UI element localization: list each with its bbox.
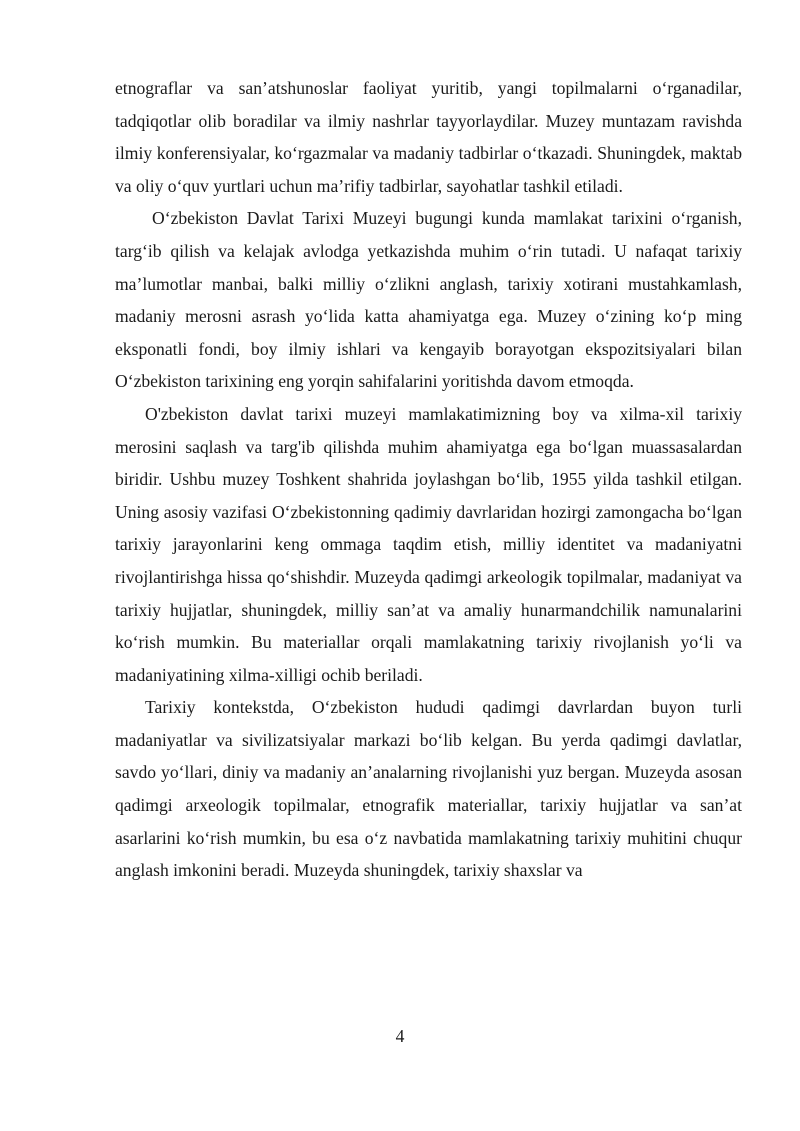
paragraph-museum-role: O‘zbekiston Davlat Tarixi Muzeyi bugungi kunda mamlakat tarixini o‘rganish, targ‘ib qilish va kelajak avlodga yetkazishda muhim o‘rin tutadi. U nafaqat tarixiy ma’lumotlar manbai, balki milliy o‘zlikni anglash, tarixiy xotirani mustahkamlash, madaniy merosni asrash yo‘lida katta ahamiyatga ega. Muzey o‘zining ko‘p ming eksponatli fondi, boy ilmiy ishlari va kengayib borayotgan ekspozitsiyalari bilan O‘zbekiston tarixining eng yorqin sahifalarini yoritishda davom etmoqda.: [115, 208, 742, 392]
paragraph-museum-overview: O'zbekiston davlat tarixi muzeyi mamlakatimizning boy va xilma-xil tarixiy merosini saqlash va targ'ib qilishda muhim ahamiyatga ega bo‘lgan muassasalardan biridir. Ushbu muzey Toshkent shahrida joylashgan bo‘lib, 1955 yilda tashkil etilgan. Uning asosiy vazifasi O‘zbekistonning qadimiy davrlaridan hozirgi zamongacha bo‘lgan tarixiy jarayonlarini keng ommaga taqdim etish, milliy identitet va madaniyatni rivojlantirishga hissa qo‘shishdir. Muzeyda qadimgi arkeologik topilmalar, madaniyat va tarixiy hujjatlar, shuningdek, milliy san’at va amaliy hunarmandchilik namunalarini ko‘rish mumkin. Bu materiallar orqali mamlakatning tarixiy rivojlanish yo‘li va madaniyatining xilma-xilligi ochib beriladi.: [115, 403, 742, 685]
paragraph-continuation: etnograflar va san’atshunoslar faoliyat yuritib, yangi topilmalarni o‘rganadilar, tadqiqotlar olib boradilar va ilmiy nashrlar tayyorlaydilar. Muzey muntazam ravishda ilmiy konferensiyalar, ko‘rgazmalar va madaniy tadbirlar o‘tkazadi. Shuningdek, maktab va oliy o‘quv yurtlari uchun ma’rifiy tadbirlar, sayohatlar tashkil etiladi.: [115, 78, 742, 196]
document-body: [115, 72, 742, 887]
paragraph-historical-context: Tarixiy kontekstda, O‘zbekiston hududi qadimgi davrlardan buyon turli madaniyatlar va sivilizatsiyalar markazi bo‘lib kelgan. Bu yerda qadimgi davlatlar, savdo yo‘llari, diniy va madaniy an’analarning rivojlanishi yuz bergan. Muzeyda asosan qadimgi arxeologik topilmalar, etnografik materiallar, tarixiy hujjatlar va san’at asarlarini ko‘rish mumkin, bu esa o‘z navbatida mamlakatning tarixiy muhitini chuqur anglash imkonini beradi. Muzeyda shuningdek, tarixiy shaxslar va: [115, 697, 742, 881]
page-number: 4: [395, 1026, 405, 1046]
